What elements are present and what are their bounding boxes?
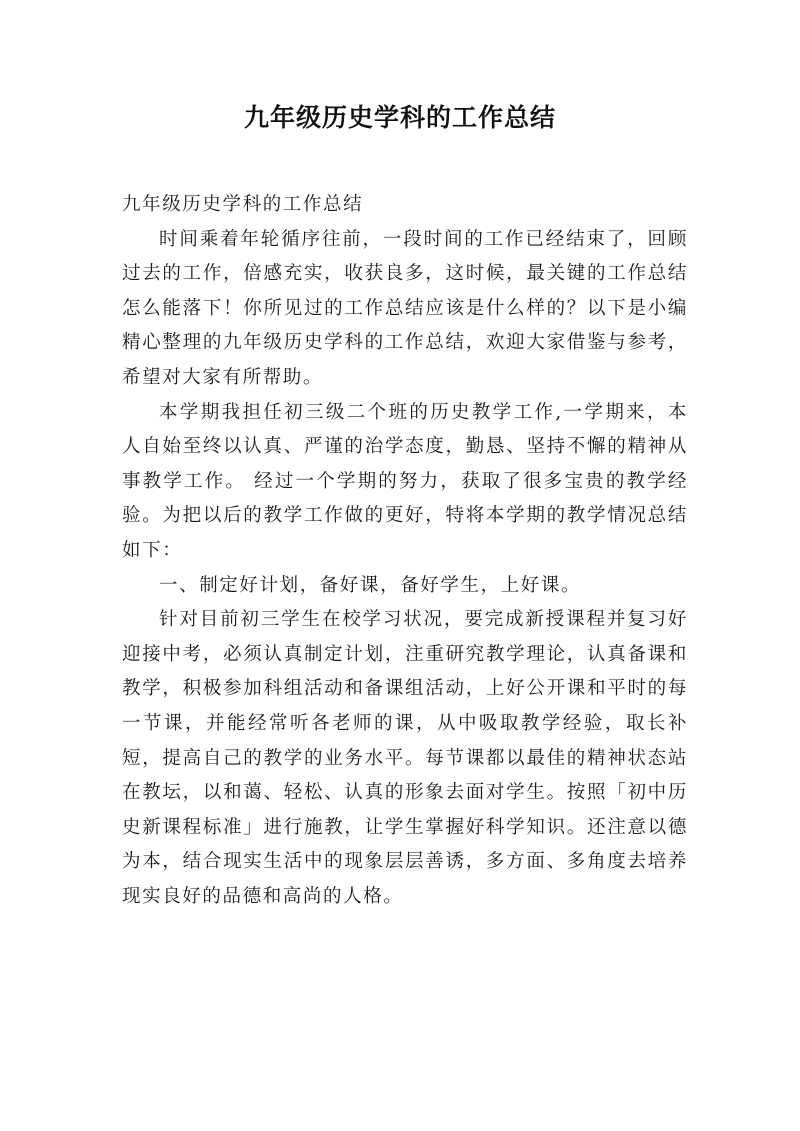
paragraph-overview: 本学期我担任初三级二个班的历史教学工作,一学期来，本人自始至终以认真、严谨的治学态度，勤恳、坚持不懈的精神从事教学工作。 经过一个学期的努力，获取了很多宝贵的教学经验。为把以后的教学工作做的更好，特将本学期的教学情况总结如下：: [122, 401, 688, 561]
document-title: 九年级历史学科的工作总结: [243, 103, 556, 132]
paragraph-intro: 时间乘着年轮循序往前，一段时间的工作已经结束了，回顾过去的工作，倍感充实，收获良多，这时候，最关键的工作总结怎么能落下！你所见过的工作总结应该是什么样的？以下是小编精心整理的九年级历史学科的工作总结，欢迎大家借鉴与参考，希望对大家有所帮助。: [122, 228, 688, 388]
document-body: [122, 188, 688, 914]
document-subtitle: 九年级历史学科的工作总结: [122, 194, 364, 215]
paragraph-section-1: 针对目前初三学生在校学习状况，要完成新授课程并复习好迎接中考，必须认真制定计划，注重研究教学理论，认真备课和教学，积极参加科组活动和备课组活动，上好公开课和平时的每一节课，并能经常听各老师的课，从中吸取教学经验，取长补短，提高自己的教学的业务水平。每节课都以最佳的精神状态站在教坛，以和蔼、轻松、认真的形象去面对学生。按照「初中历史新课程标准」进行施教，让学生掌握好科学知识。还注意以德为本，结合现实生活中的现象层层善诱，多方面、多角度去培养现实良好的品德和高尚的人格。: [122, 609, 688, 907]
section-heading-1: 一、制定好计划，备好课，备好学生，上好课。: [159, 574, 582, 596]
